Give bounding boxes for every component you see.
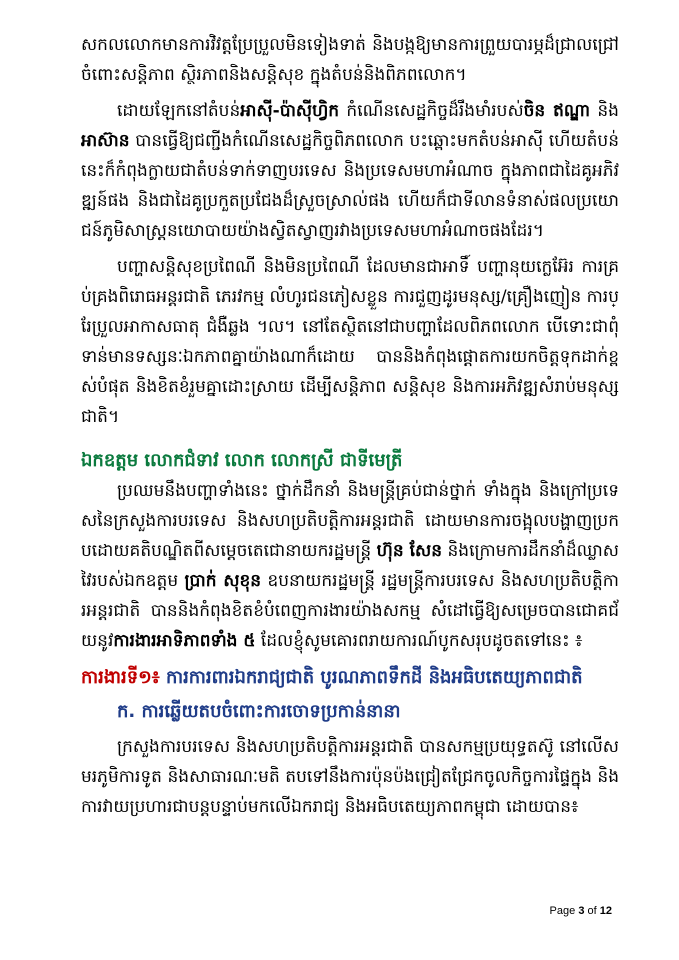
text-segment: ដែលខ្ញុំសូមគោរពរាយការណ៍បូកសរុបដូចតទៅនេះ ៖	[255, 631, 583, 651]
paragraph-responses: ក្រសួងការបរទេស និងសហប្រតិបត្តិការអន្តរជាតិ បានសកម្មប្រយុទ្ធតស៊ូ នៅលើសមរភូមិការទូត និងសាធារណៈមតិ តបទៅនឹងការប៉ុនប៉ងជ្រៀតជ្រែកចូលកិច្ចការផ្ទៃក្នុង និងការវាយប្រហារជាបន្តបន្ទាប់មកលើឯករាជ្យ និងអធិបតេយ្យភាពកម្ពុជា ដោយបាន៖	[81, 737, 619, 817]
footer-total-pages: 12	[599, 905, 612, 917]
text-bold-priorities: ការងារអាទិភាពទាំង ៥	[113, 631, 256, 651]
text-segment: កំណើនសេដ្ឋកិច្ចដ៏រឹងមាំរបស់	[339, 101, 524, 121]
text-segment: ប្រឈមនឹងបញ្ហាទាំងនេះ ថ្នាក់ដឹកនាំ និងមន្ត្រីគ្រប់ជាន់ថ្នាក់ ទាំងក្នុង និងក្រៅប្រទេសនៃក្រសួងការបរទេស និងសហប្រតិបត្តិការអន្តរជាតិ ដោយមានការចង្អុលបង្ហាញប្រកបដោយគតិបណ្ឌិតពីសម្តេចតេជោនាយករដ្ឋមន្ត្រី	[81, 481, 619, 561]
section-heading-number: ការងារទី១៖	[81, 667, 160, 688]
page-content	[81, 30, 619, 828]
footer-page-number: 3	[578, 905, 585, 917]
paragraph-ministry-work	[81, 476, 619, 656]
section-heading-title: ការការពារឯករាជ្យជាតិ បូរណភាពទឹកដី និងអធិបតេយ្យភាពជាតិ	[159, 667, 583, 688]
paragraph-asia-pacific	[81, 96, 619, 246]
text-bold-asean: អាស៊ាន	[81, 131, 130, 151]
salutation-heading: ឯកឧត្តម លោកជំទាវ លោក លោកស្រី ជាទីមេត្រី	[81, 450, 403, 471]
text-segment: និងក្រោមការដឹកនាំដ៏ឈ្លាសវៃរបស់ឯកឧត្តម	[81, 541, 619, 591]
text-bold-hun-sen: ហ៊ុន សែន	[376, 541, 443, 561]
section-heading-task-1	[81, 662, 619, 694]
paragraph-security-issues: បញ្ហាសន្តិសុខប្រពៃណី និងមិនប្រពៃណី ដែលមានជាអាទិ៍ បញ្ហានុយក្លេអ៊ែរ ការគ្រប់គ្រងពិរោធអន្តរជាតិ ភេរវកម្ម លំហូរជនភៀសខ្លួន ការជួញដូរមនុស្ស/គ្រឿងញៀន ការប្រែប្រួលអាកាសធាតុ ជំងឺឆ្លង ។ល។ នៅតែស្ថិតនៅជាបញ្ហាដែលពិភពលោក បើទោះជាពុំទាន់មានទស្សនៈឯកភាពគ្នាយ៉ាងណាក៏ដោយ បាននិងកំពុងផ្តោតការយកចិត្តទុកដាក់ខ្ពស់បំផុត និងខិតខំរួមគ្នាដោះស្រាយ ដើម្បីសន្តិភាព សន្តិសុខ និងការអភិវឌ្ឍសំរាប់មនុស្សជាតិ។	[81, 257, 619, 427]
page-footer	[550, 905, 612, 917]
text-bold-china-india: ចិន ឥណ្ឌា	[523, 101, 591, 121]
text-bold-asia-pacific: អាស៊ី-ប៉ាស៊ីហ្វិក	[240, 101, 340, 121]
paragraph-intro: សកលលោកមានការវិវត្តប្រែប្រួលមិនទៀងទាត់ និងបង្កឱ្យមានការព្រួយបារម្ភដ៏ជ្រាលជ្រៅចំពោះសន្តិភាព ស្ថិរភាពនិងសន្តិសុខ ក្នុងតំបន់និងពិភពលោក។	[81, 35, 619, 85]
text-segment: និង	[590, 101, 619, 121]
text-bold-prak-sokhonn: ប្រាក់ សុខុន	[184, 571, 262, 591]
footer-page-word: Page	[549, 905, 576, 917]
text-segment: ឧបនាយករដ្ឋមន្ត្រី រដ្ឋមន្ត្រីការបរទេស និងសហប្រតិបត្តិការអន្តរជាតិ បាននិងកំពុងខិតខំបំពេញការងារយ៉ាងសកម្ម សំដៅធ្វើឱ្យសម្រេចបានជោគជ័យនូវ	[81, 571, 619, 651]
text-segment: បានធ្វើឱ្យជញ្ជីងកំណើនសេដ្ឋកិច្ចពិភពលោក បះឆ្ពោះមកតំបន់អាស៊ី ហើយតំបន់នេះក៏កំពុងក្លាយជាតំបន់ទាក់ទាញបរទេស និងប្រទេសមហាអំណាច ក្នុងភាពជាដៃគូអភិវឌ្ឍន៍ផង និងជាដៃគូប្រកួតប្រជែងដ៏ស្រួចស្រាល់ផង ហើយក៏ជាទីលានទំនាស់ផលប្រយោជន៍ភូមិសាស្ត្រនយោបាយយ៉ាងស្វិតស្វាញរវាងប្រទេសមហាអំណាចផងដែរ។	[81, 131, 619, 241]
footer-of-word: of	[587, 905, 597, 917]
subsection-heading-a: ក. ការឆ្លើយតបចំពោះការចោទប្រកាន់នានា	[117, 701, 401, 722]
text-segment: ដោយឡែកនៅតំបន់	[117, 101, 241, 121]
